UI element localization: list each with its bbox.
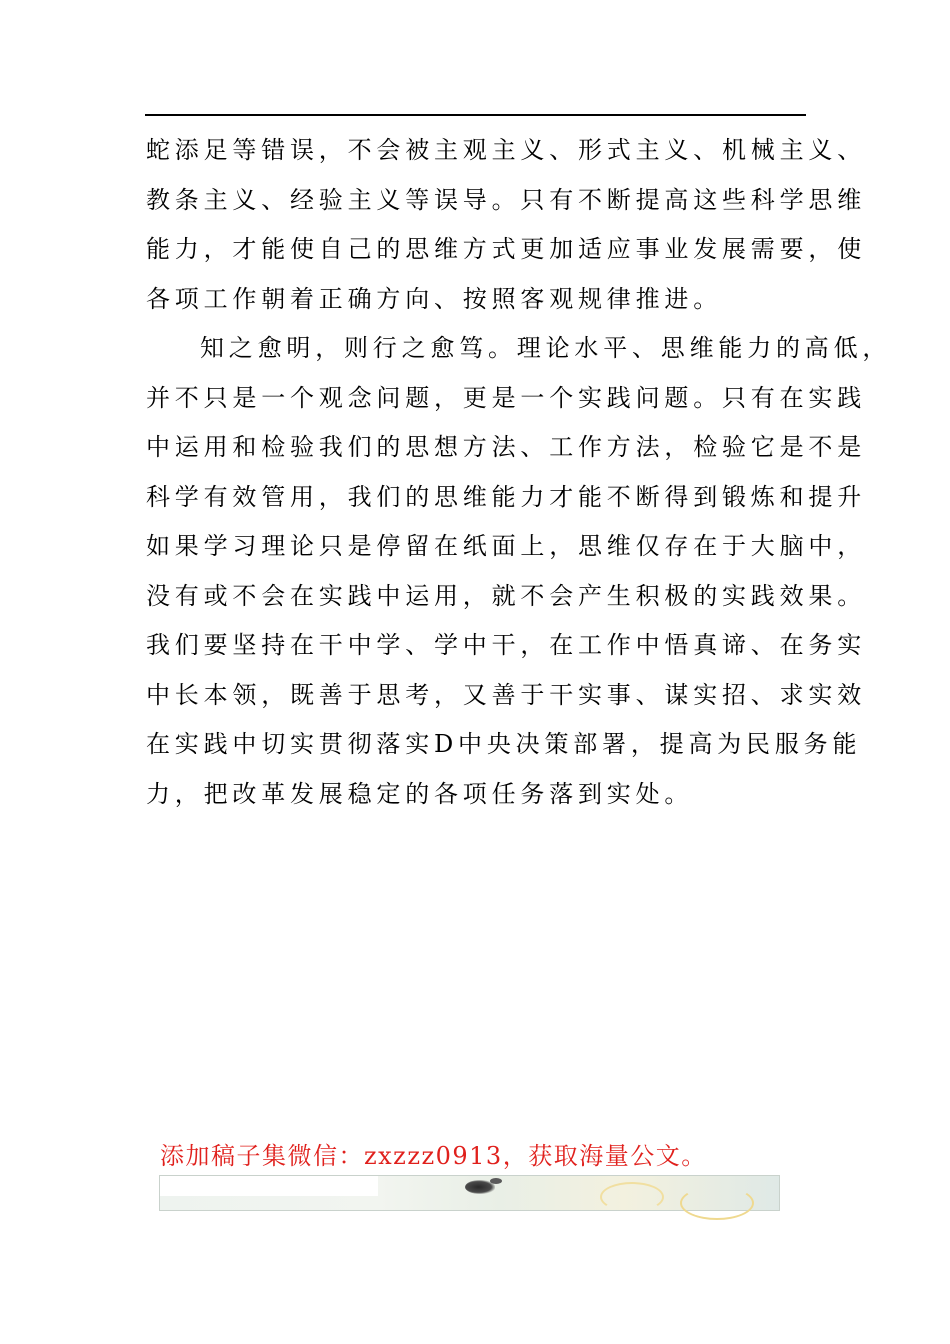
document-body [146,126,892,819]
bird-tail-illustration [490,1178,502,1184]
text-line: 蛇添足等错误，不会被主观主义、形式主义、机械主义、 [146,136,866,164]
text-line: 教条主义、经验主义等误导。只有不断提高这些科学思维 [146,185,866,214]
header-rule [145,114,806,116]
banner-white-area [160,1176,378,1196]
promo-text: 添加稿子集微信：zxzzz0913，获取海量公文。 [160,1142,707,1170]
decorative-banner-image [159,1175,780,1211]
swirl-decoration [600,1182,664,1212]
text-line: 中运用和检验我们的思想方法、工作方法，检验它是不是 [146,433,866,461]
paragraph-start-line: 知之愈明，则行之愈笃。理论水平、思维能力的高低， [200,334,892,362]
text-line: 各项工作朝着正确方向、按照客观规律推进。 [146,284,722,313]
text-line: 并不只是一个观念问题，更是一个实践问题。只有在实践 [146,383,866,412]
text-line: 如果学习理论只是停留在纸面上，思维仅存在于大脑中， [146,532,866,560]
text-line: 在实践中切实贯彻落实D中央决策部署，提高为民服务能 [146,730,862,758]
text-line: 没有或不会在实践中运用，就不会产生积极的实践效果。 [146,581,866,610]
text-line: 能力，才能使自己的思维方式更加适应事业发展需要，使 [146,235,866,263]
swirl-decoration [680,1186,754,1220]
text-line: 中长本领，既善于思考，又善于干实事、谋实招、求实效 [146,680,866,709]
text-line: 我们要坚持在干中学、学中干，在工作中悟真谛、在务实 [146,631,866,659]
text-line: 力，把改革发展稳定的各项任务落到实处。 [146,779,694,808]
text-line: 科学有效管用，我们的思维能力才能不断得到锻炼和提升 [146,482,866,511]
